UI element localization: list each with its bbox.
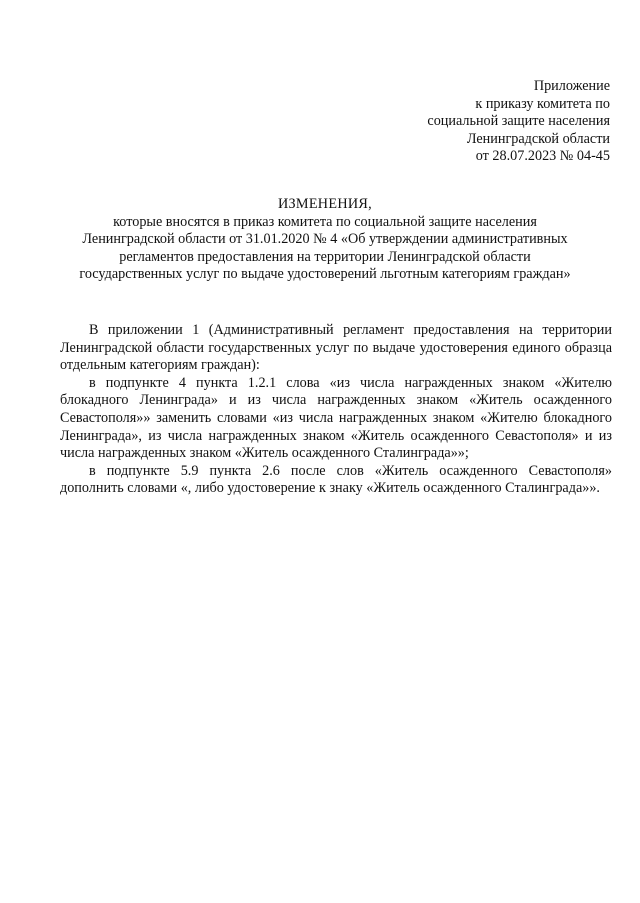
annex-line-5: от 28.07.2023 № 04-45 xyxy=(475,148,610,165)
title-line-1: которые вносятся в приказ комитета по социальной защите населения xyxy=(113,213,537,230)
body-paragraph-3: в подпункте 5.9 пункта 2.6 после слов «Житель осажденного Севастополя» дополнить словами «, либо удостоверение к знаку «Житель осажденного Сталинграда»». xyxy=(60,462,612,497)
title-line-3: регламентов предоставления на территории Ленинградской области xyxy=(119,248,531,265)
body-paragraph-2: в подпункте 4 пункта 1.2.1 слова «из числа награжденных знаком «Жителю блокадного Ленинграда» и из числа награжденных знаком «Житель осажденного Севастополя»» заменить словами «из числа награжденных знаком «Жителю блокадного Ленинграда», из числа награжденных знаком «Житель осажденного Севастополя» и из числа награжденных знаком «Житель осажденного Сталинграда»»; xyxy=(60,374,612,462)
annex-line-2: к приказу комитета по xyxy=(475,95,610,112)
annex-line-1: Приложение xyxy=(533,78,610,94)
title-line-2: Ленинградской области от 31.01.2020 № 4 «Об утверждении административных xyxy=(82,231,568,248)
document-heading: ИЗМЕНЕНИЯ, xyxy=(277,196,373,212)
annex-line-4: Ленинградской области xyxy=(466,130,610,147)
document-title-block xyxy=(40,196,610,284)
annex-reference-block xyxy=(427,78,610,166)
body-paragraph-1: В приложении 1 (Административный регламент предоставления на территории Ленинградской области государственных услуг по выдаче удостоверения единого образца отдельным категориям граждан): xyxy=(60,322,612,374)
title-line-4: государственных услуг по выдаче удостоверений льготным категориям граждан» xyxy=(79,266,571,283)
annex-line-3: социальной защите населения xyxy=(427,113,610,130)
document-body xyxy=(60,322,612,498)
